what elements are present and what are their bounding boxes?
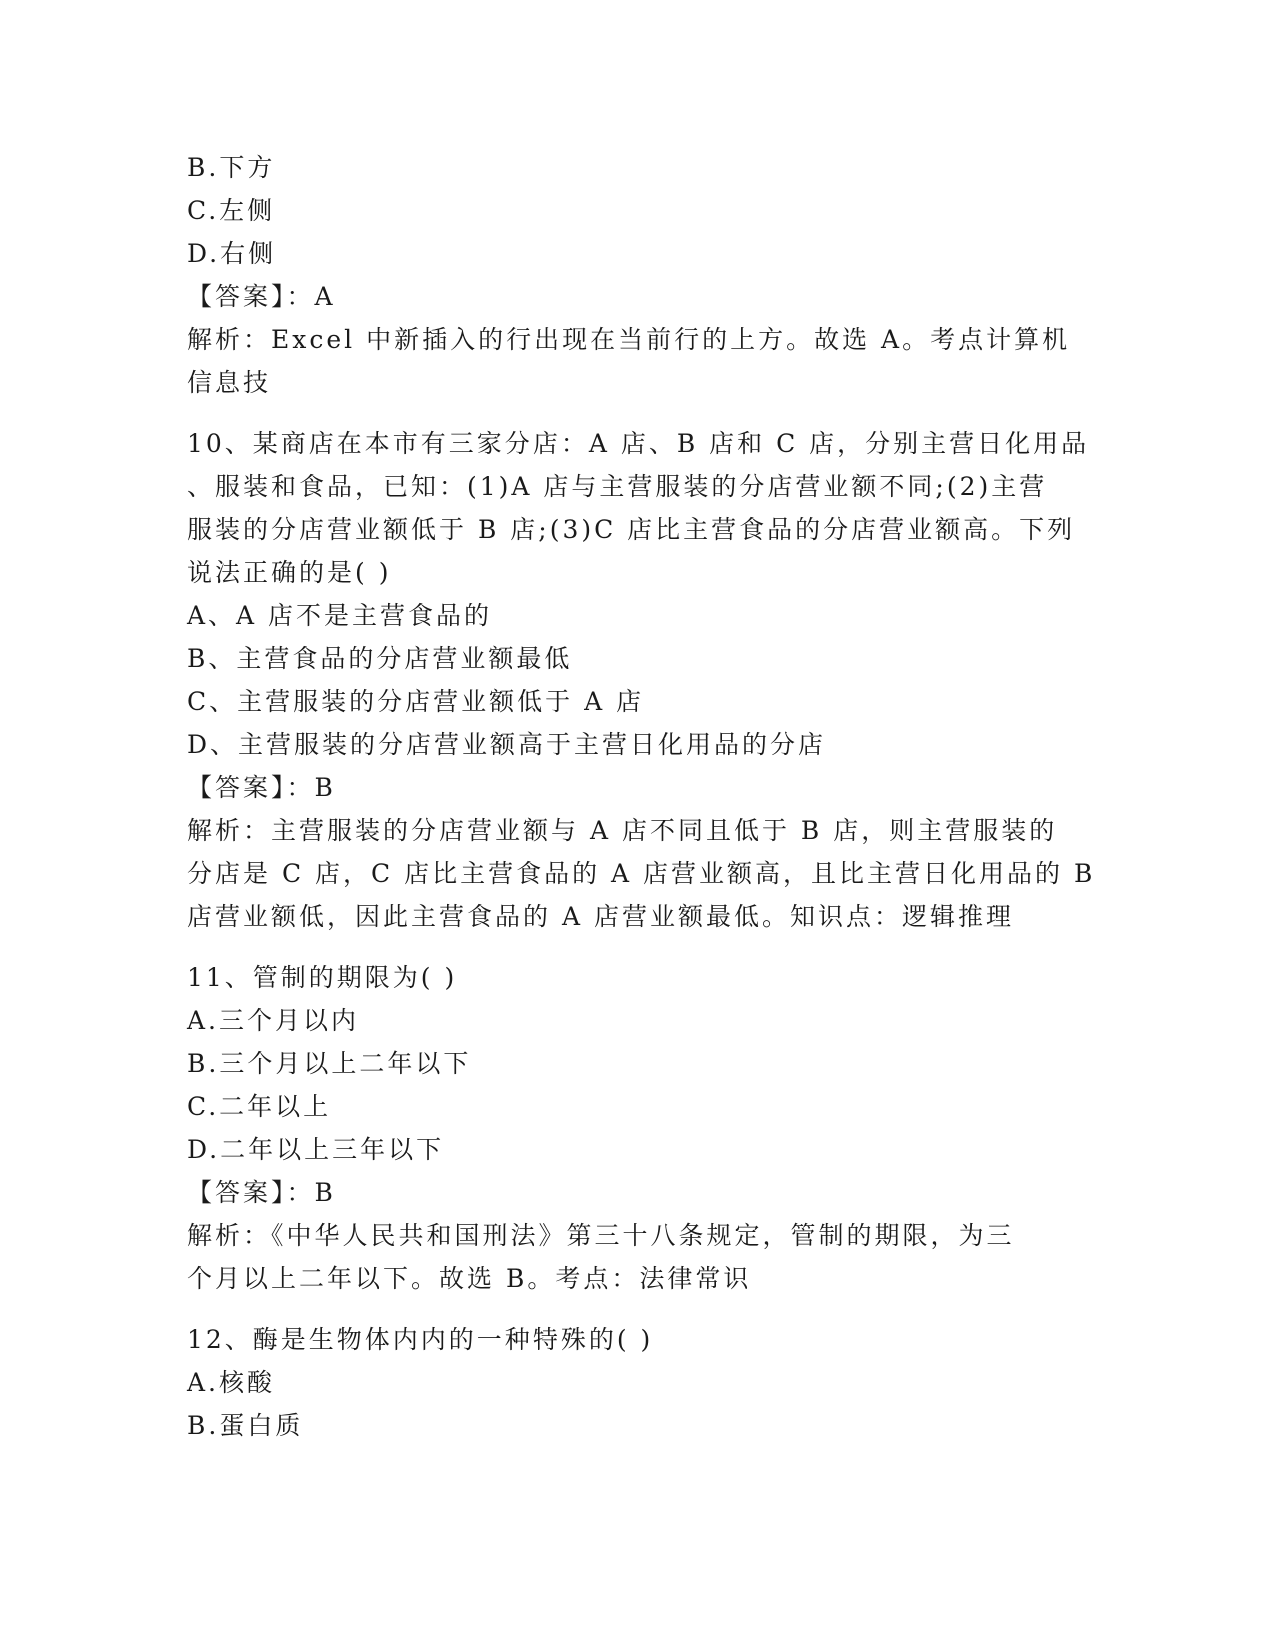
question-text: 12、酶是生物体内内的一种特殊的( ) xyxy=(187,1325,654,1354)
question-text: 11、管制的期限为( ) xyxy=(187,963,458,992)
spacer xyxy=(187,1300,1087,1318)
question-text: 、服装和食品，已知：(1)A 店与主营服装的分店营业额不同;(2)主营 xyxy=(187,472,1048,501)
question-text: 说法正确的是( ) xyxy=(187,558,392,587)
answer: 【答案】：B xyxy=(187,1178,336,1207)
option-c: C、主营服装的分店营业额低于 A 店 xyxy=(187,687,645,716)
option-b: B.下方 xyxy=(187,153,276,182)
option-d: D.二年以上三年以下 xyxy=(187,1135,445,1164)
option-d: D.右侧 xyxy=(187,239,277,268)
option-a: A、A 店不是主营食品的 xyxy=(187,601,493,630)
question-11 xyxy=(187,956,1087,1300)
option-b: B.蛋白质 xyxy=(187,1411,304,1440)
option-d: D、主营服装的分店营业额高于主营日化用品的分店 xyxy=(187,730,827,759)
analysis-line: 店营业额低，因此主营食品的 A 店营业额最低。知识点：逻辑推理 xyxy=(187,902,1014,931)
option-c: C.二年以上 xyxy=(187,1092,332,1121)
question-12 xyxy=(187,1318,1087,1447)
question-text: 10、某商店在本市有三家分店：A 店、B 店和 C 店，分别主营日化用品 xyxy=(187,429,1090,458)
question-text: 服装的分店营业额低于 B 店;(3)C 店比主营食品的分店营业额高。下列 xyxy=(187,515,1076,544)
option-c: C.左侧 xyxy=(187,196,276,225)
analysis-line: 解析：主营服装的分店营业额与 A 店不同且低于 B 店，则主营服装的 xyxy=(187,816,1058,845)
option-a: A.核酸 xyxy=(187,1368,276,1397)
option-a: A.三个月以内 xyxy=(187,1006,360,1035)
spacer xyxy=(187,938,1087,956)
document-page xyxy=(187,146,1096,1447)
option-b: B.三个月以上二年以下 xyxy=(187,1049,472,1078)
answer: 【答案】：B xyxy=(187,773,336,802)
analysis-line: 解析：Excel 中新插入的行出现在当前行的上方。故选 A。考点计算机 xyxy=(187,325,1071,354)
question-9-continued xyxy=(187,146,1087,404)
option-b: B、主营食品的分店营业额最低 xyxy=(187,644,573,673)
analysis-line: 分店是 C 店，C 店比主营食品的 A 店营业额高，且比主营日化用品的 B xyxy=(187,859,1096,888)
answer: 【答案】：A xyxy=(187,282,336,311)
question-10 xyxy=(187,422,1096,938)
analysis-line: 解析：《中华人民共和国刑法》第三十八条规定，管制的期限，为三 xyxy=(187,1221,1015,1250)
analysis-line: 信息技 xyxy=(187,368,272,397)
analysis-line: 个月以上二年以下。故选 B。考点：法律常识 xyxy=(187,1264,752,1293)
spacer xyxy=(187,404,1087,422)
